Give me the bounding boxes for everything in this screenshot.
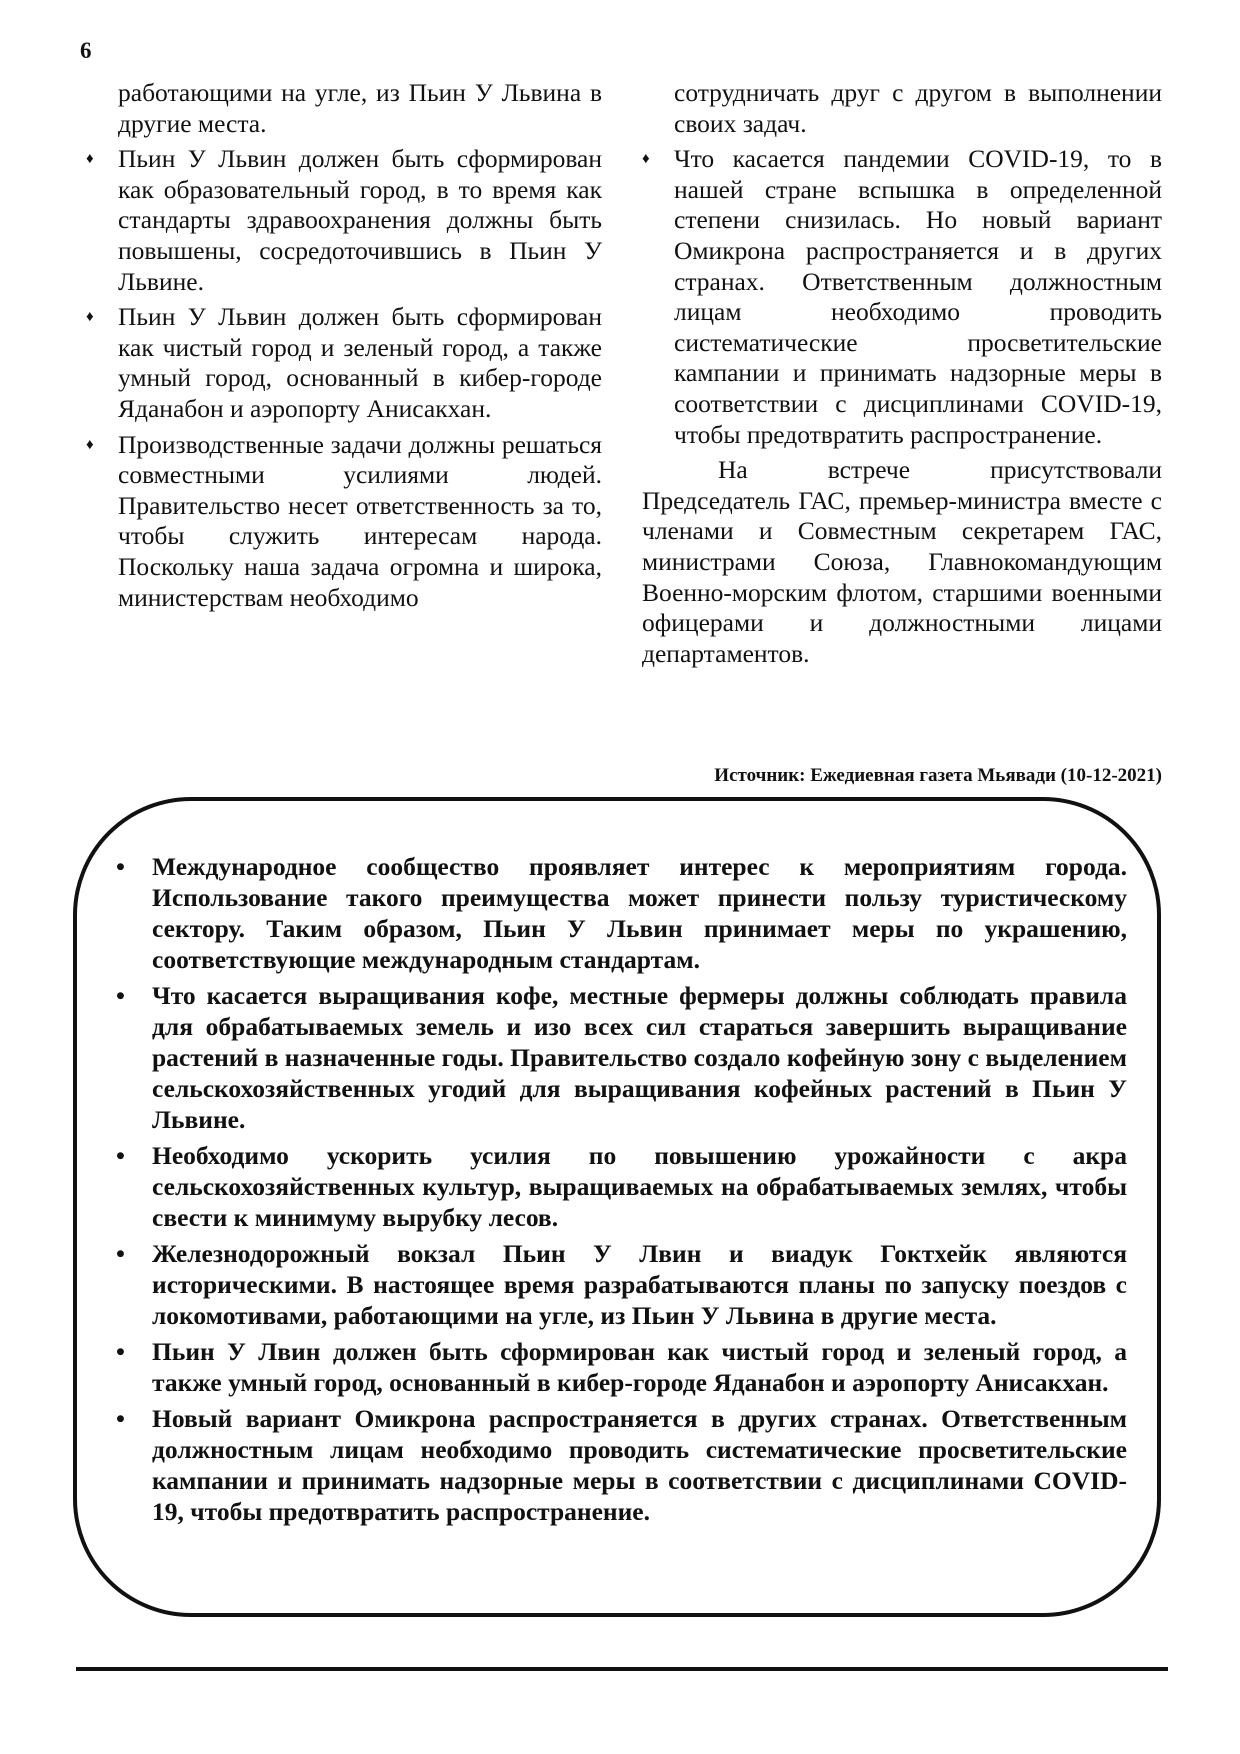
diamond-bullet-icon: ♦ [86, 151, 94, 168]
diamond-bullet-icon: ♦ [86, 309, 94, 326]
left-continuation-text: работающими на угле, из Пьин У Львина в другие места. [118, 78, 602, 138]
summary-item-text: Что касается выращивания кофе, местные фермеры должны соблюдать правила для обрабатываемых земель и изо всех сил стараться завершить выращивание растений в назначенные годы. Правительство создало кофейную зону с выделением сельскохозяйственных угодий для выращивания кофейных растений в Пьин У Львине. [152, 981, 1127, 1134]
page-number: 6 [80, 38, 92, 63]
left-bullet-text: Пьин У Львин должен быть сформирован как чистый город и зеленый город, а также умный город, основанный в кибер-городе Яданабон и аэропорту Анисакхан. [118, 302, 602, 423]
summary-item [116, 1336, 1127, 1398]
summary-list [116, 851, 1127, 1532]
left-bullet-text: Производственные задачи должны решаться совместными усилиями людей. Правительство несет ответственность за то, чтобы служить интересам народа. Поскольку наша задача огромна и широка, министерствам необходимо [118, 429, 602, 612]
summary-item-text: Железнодорожный вокзал Пьин У Лвин и виадук Гоктхейк являются историческими. В настоящее время разрабатываются планы по запуску поездов с локомотивами, работающими на угле, из Пьин У Львина в другие места. [152, 1239, 1127, 1330]
meeting-attendees-paragraph: На встрече присутствовали Председатель ГАС, премьер-министра вместе с членами и Совместным секретарем ГАС, министрами Союза, Главнокомандующим Военно-морским флотом, старшими военными офицерами и должностными лицами департаментов. [642, 455, 1162, 668]
summary-item [116, 1403, 1127, 1527]
summary-item [116, 1140, 1127, 1233]
bullet-dot-icon: • [116, 852, 125, 881]
right-bullet-text: Что касается пандемии COVID-19, то в нашей стране вспышка в определенной степени снизилась. Но новый вариант Омикрона распространяется и в других странах. Ответственным должностным лицам необходимо проводить систематические просветительские кампании и принимать надзорные меры в соответствии с дисциплинами COVID-19, чтобы предотвратить распространение. [674, 144, 1162, 449]
source-citation: Источник: Ежедиевная газета Мьявади (10-12-2021) [714, 765, 1162, 786]
right-bullet-item [642, 144, 1162, 450]
bullet-dot-icon: • [116, 1337, 125, 1366]
summary-item-text: Новый вариант Омикрона распространяется в других странах. Ответственным должностным лицам необходимо проводить систематические просветительские кампании и принимать надзорные меры в соответствии с дисциплинами COVID-19, чтобы предотвратить распространение. [152, 1404, 1127, 1526]
left-bullet-item [86, 430, 602, 614]
summary-item [116, 851, 1127, 975]
left-bullet-text: Пьин У Львин должен быть сформирован как образовательный город, в то время как стандарты здравоохранения должны быть повышены, сосредоточившись в Пьин У Львине. [118, 144, 602, 296]
diamond-bullet-icon: ♦ [642, 151, 650, 168]
summary-item [116, 980, 1127, 1135]
right-column [642, 78, 1162, 674]
summary-item [116, 1238, 1127, 1331]
bullet-dot-icon: • [116, 1141, 125, 1170]
left-column [86, 78, 602, 618]
right-continuation-text: сотрудничать друг с другом в выполнении своих задач. [674, 78, 1162, 138]
bullet-dot-icon: • [116, 981, 125, 1010]
summary-item-text: Пьин У Лвин должен быть сформирован как чистый город и зеленый город, а также умный город, основанный в кибер-городе Яданабон и аэропорту Анисакхан. [152, 1337, 1127, 1397]
summary-item-text: Международное сообщество проявляет интерес к мероприятиям города. Использование такого преимущества может принести пользу туристическому сектору. Таким образом, Пьин У Львин принимает меры по украшению, соответствующие международным стандартам. [152, 852, 1127, 974]
bullet-dot-icon: • [116, 1404, 125, 1433]
bullet-dot-icon: • [116, 1239, 125, 1268]
summary-item-text: Необходимо ускорить усилия по повышению урожайности с акра сельскохозяйственных культур, выращиваемых на обрабатываемых землях, чтобы свести к минимуму вырубку лесов. [152, 1141, 1127, 1232]
left-bullet-item [86, 302, 602, 424]
left-bullet-item [86, 144, 602, 297]
bottom-divider [76, 1667, 1168, 1671]
diamond-bullet-icon: ♦ [86, 436, 94, 453]
